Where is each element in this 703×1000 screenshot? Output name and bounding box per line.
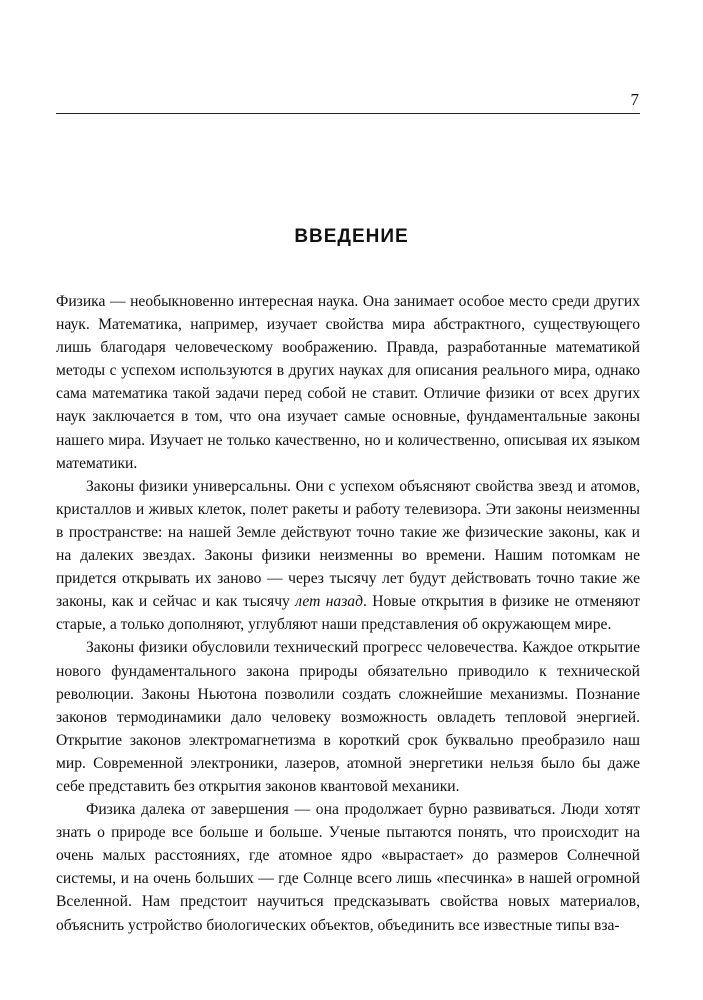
body-text xyxy=(56,290,640,937)
header-rule xyxy=(56,113,640,114)
chapter-title: ВВЕДЕНИЕ xyxy=(294,226,409,247)
paragraph-2-start: Законы физики универсальны. Они с успехом объясняют свойства звезд и атомов, кристаллов и живых клеток, полет ракеты и работу телевизора. Эти законы неизменны в пространстве: на нашей Земле действуют точно такие же физические законы, как и на далеких звездах. Законы физики неизменны во времени. Нашим потомкам не придется открывать их заново — через тысячу лет будут действовать точно такие же законы, как и сейчас и как тысячу xyxy=(56,477,640,611)
paragraph-1: Физика — необыкновенно интересная наука. Она занимает особое место среди других наук. Математика, например, изучает свойства мира абстрактного, существующего лишь благодаря человеческому воображению. Правда, разработанные математикой методы с успехом используются в других науках для описания реального мира, однако сама математика такой задачи перед собой не ставит. Отличие физики от всех других наук заключается в том, что она изучает самые основные, фундаментальные законы нашего мира. Изучает не только качественно, но и количественно, описывая их языком математики. xyxy=(56,293,640,472)
paragraph-3: Законы физики обусловили технический прогресс человечества. Каждое открытие нового фундаментального закона природы обязательно приводило к технической революции. Законы Ньютона позволили создать сложнейшие механизмы. Познание законов термодинамики дало человеку возможность овладеть тепловой энергией. Открытие законов электромагнетизма в короткий срок буквально преобразило наш мир. Современной электроники, лазеров, атомной энергетики нельзя было бы даже себе представить без открытия законов квантовой механики. xyxy=(56,639,640,795)
paragraph-4: Физика далека от завершения — она продолжает бурно развиваться. Люди хотят знать о природе все больше и больше. Ученые пытаются понять, что происходит на очень малых расстояниях, где атомное ядро «вырастает» до размеров Солнечной системы, и на очень больших — где Солнце всего лишь «песчинка» в нашей огромной Вселенной. Нам предстоит научиться предсказывать свойства новых материалов, объяснить устройство биологических объектов, объединить все известные типы вза- xyxy=(56,801,640,934)
paragraph-2-emphasis: лет назад xyxy=(295,593,363,611)
page-number: 7 xyxy=(630,90,639,109)
paragraph-2 xyxy=(56,475,640,637)
paragraph-2-end: . Новые открытия в физике не отменяют старые, а только дополняют, углубляют наши представления об окружающем мире. xyxy=(56,593,640,634)
